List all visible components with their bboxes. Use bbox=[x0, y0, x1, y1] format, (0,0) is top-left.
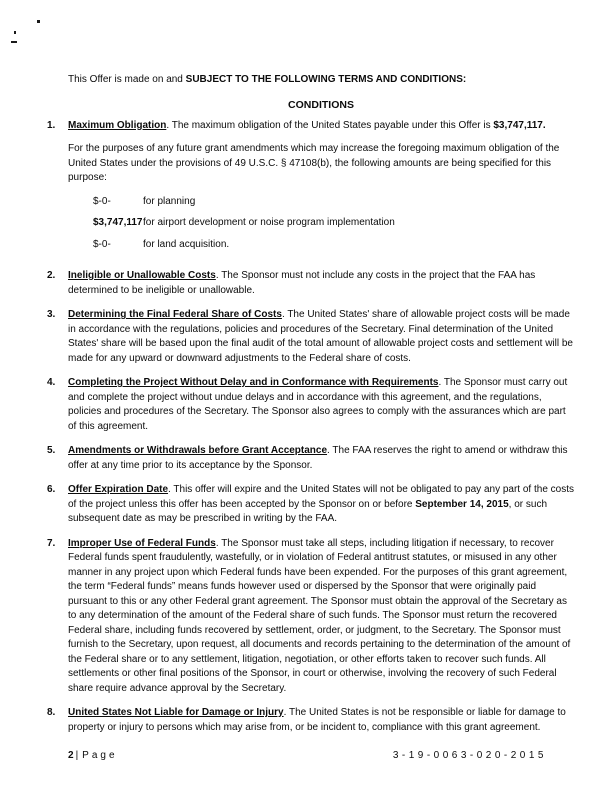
condition-title: Maximum Obligation bbox=[68, 119, 167, 131]
condition-item bbox=[47, 537, 574, 697]
condition-item bbox=[47, 444, 574, 473]
condition-item bbox=[47, 269, 574, 298]
text-run: . The Sponsor must not include any costs in the project that the FAA has determined to be ineligible or unallowable. bbox=[68, 270, 536, 296]
amount-description: for airport development or noise program implementation bbox=[143, 217, 395, 228]
amount-value: $-0- bbox=[93, 238, 111, 250]
text-run: , or such subsequent date as may be prescribed in writing by the FAA. bbox=[68, 498, 548, 524]
condition-text bbox=[68, 269, 574, 298]
condition-number: 8. bbox=[47, 707, 56, 718]
condition-number: 6. bbox=[47, 484, 56, 495]
condition-body bbox=[68, 119, 574, 260]
condition-item bbox=[47, 706, 574, 735]
condition-sub-paragraph: For the purposes of any future grant amendments which may increase the foregoing maximum obligation of the United States under the provisions of 49 U.S.C. § 47108(b), the following amounts are being specified for this purpose: bbox=[68, 143, 560, 183]
condition-body bbox=[68, 483, 574, 527]
condition-number: 5. bbox=[47, 445, 56, 456]
intro-paragraph bbox=[68, 73, 574, 88]
condition-text bbox=[68, 483, 574, 527]
condition-number: 2. bbox=[47, 270, 56, 281]
condition-body bbox=[68, 706, 574, 735]
amount-value: $-0- bbox=[93, 195, 111, 207]
intro-prefix: This Offer is made on and bbox=[68, 74, 186, 85]
amount-row bbox=[93, 195, 574, 210]
text-run: $3,747,117. bbox=[493, 119, 546, 131]
condition-title: Completing the Project Without Delay and in Conformance with Requirements bbox=[68, 377, 439, 388]
amount-value: $3,747,117 bbox=[93, 217, 143, 228]
text-run: . The Sponsor must take all steps, including litigation if necessary, to recover Federal funds spent fraudulently, wastefully, or in violation of Federal antitrust statutes, or misused in any other manner in any project upon which Federal funds have been expended. For the purposes of this grant agreement, the term “Federal funds” means funds however used or dispersed by the Sponsor that were originally paid pursuant to this or any other Federal grant agreement. The Sponsor must obtain the approval of the Secretary as to any determination of the amount of the Federal share of such funds. The Sponsor must return the recovered Federal share, including funds recovered by settlement, order, or judgment, to the Secretary. The Sponsor must furnish to the Secretary, upon request, all documents and records pertaining to the determination of the amount of the Federal share or to any settlement, litigation, negotiation, or other efforts taken to recover such funds. All settlements or other final positions of the Sponsor, in court or otherwise, involving the recovery of such Federal share require advance approval by the Secretary. bbox=[68, 537, 571, 694]
conditions-list bbox=[47, 119, 574, 736]
condition-title: United States Not Liable for Damage or Injury bbox=[68, 707, 284, 718]
condition-title: Improper Use of Federal Funds bbox=[68, 537, 216, 549]
condition-number: 4. bbox=[47, 377, 56, 388]
condition-text bbox=[68, 308, 574, 366]
amount-table bbox=[93, 195, 574, 253]
amount-description: for planning bbox=[143, 195, 196, 207]
condition-text bbox=[68, 706, 574, 735]
amount-row bbox=[93, 238, 574, 253]
footer-page-word: Page bbox=[82, 750, 118, 761]
condition-text bbox=[68, 376, 574, 434]
condition-title: Amendments or Withdrawals before Grant Acceptance bbox=[68, 445, 328, 456]
text-run: . The Sponsor must carry out and complete the project without undue delays and in accordance with this agreement, and the regulations, policies and procedures of the Secretary. The Sponsor also agrees to comply with the assurances which are part of this agreement. bbox=[68, 377, 568, 432]
condition-body bbox=[68, 376, 574, 434]
text-run: . The maximum obligation of the United States payable under this Offer is bbox=[166, 119, 494, 131]
scan-speck bbox=[14, 31, 16, 34]
text-run: . The United States' share of allowable project costs will be made in accordance with the regulations, policies and procedures of the Secretary. Final determination of the United States' share will be based upon the final audit of the total amount of allowable project costs and settlement will be made for any upward or downward adjustments to the Federal share of costs. bbox=[68, 309, 573, 364]
text-run: . The FAA reserves the right to amend or withdraw this offer at any time prior to its acceptance by the Sponsor. bbox=[68, 445, 568, 471]
grant-number: 3-19-0063-020-2015 bbox=[392, 750, 547, 761]
condition-body bbox=[68, 269, 574, 298]
condition-title: Determining the Final Federal Share of Costs bbox=[68, 309, 282, 320]
condition-number: 7. bbox=[47, 537, 56, 549]
document-content bbox=[47, 73, 574, 745]
text-run: September 14, 2015 bbox=[415, 498, 509, 510]
scan-speck bbox=[37, 20, 40, 23]
conditions-heading: CONDITIONS bbox=[288, 98, 354, 111]
text-run: . This offer will expire and the United States will not be obligated to pay any part of the costs of the project unless this offer has been accepted by the Sponsor on or before bbox=[68, 484, 575, 510]
condition-body bbox=[68, 308, 574, 366]
footer-separator: | bbox=[75, 750, 79, 761]
intro-bold-clause: SUBJECT TO THE FOLLOWING TERMS AND CONDITIONS: bbox=[185, 74, 467, 85]
condition-title: Offer Expiration Date bbox=[68, 484, 169, 495]
condition-item bbox=[47, 376, 574, 434]
condition-number: 3. bbox=[47, 309, 56, 320]
condition-text bbox=[68, 119, 574, 134]
scan-speck bbox=[11, 41, 17, 43]
condition-number: 1. bbox=[47, 119, 56, 131]
condition-body bbox=[68, 444, 574, 473]
page-footer-left bbox=[68, 750, 118, 761]
amount-description: for land acquisition. bbox=[143, 238, 230, 250]
condition-item bbox=[47, 308, 574, 366]
page-number: 2 bbox=[68, 750, 74, 761]
condition-text bbox=[68, 537, 574, 697]
condition-item bbox=[47, 119, 574, 260]
text-run: . The United States is not be responsible or liable for damage to property or injury to persons which may arise from, or be incident to, compliance with this grant agreement. bbox=[68, 707, 566, 733]
condition-text bbox=[68, 444, 574, 473]
condition-item bbox=[47, 483, 574, 527]
condition-body bbox=[68, 537, 574, 697]
amount-row bbox=[93, 216, 574, 231]
condition-title: Ineligible or Unallowable Costs bbox=[68, 270, 216, 281]
